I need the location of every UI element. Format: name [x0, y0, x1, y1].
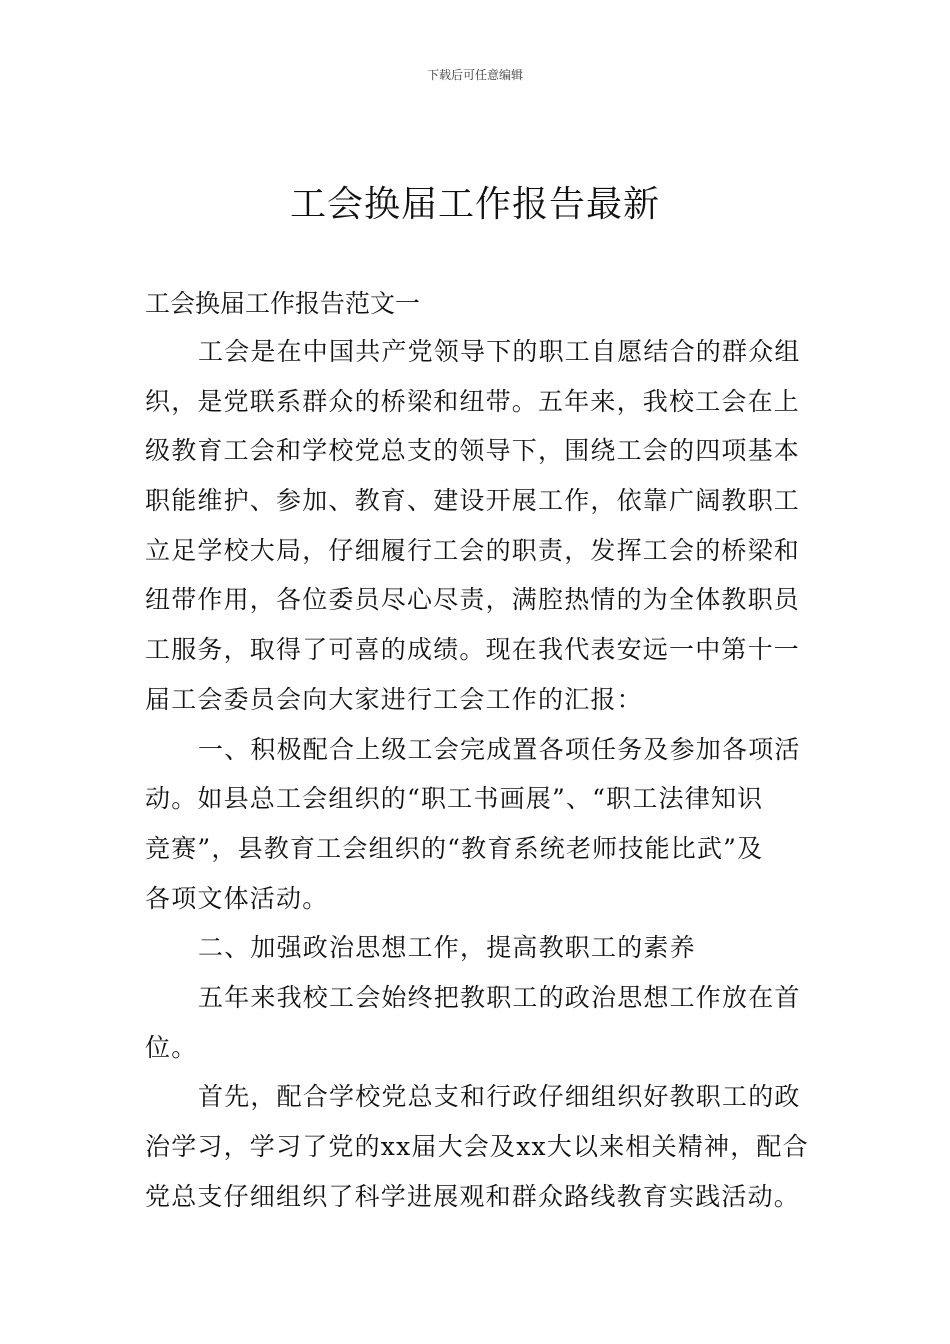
paragraph-line: 位。 [145, 1032, 198, 1062]
paragraph-line: 工会是在中国共产党领导下的职工自愿结合的群众组 [198, 337, 801, 366]
document-title: 工会换届工作报告最新 [289, 184, 660, 225]
paragraph-line: 竞赛”，县教育工会组织的“教育系统老师技能比武”及 [145, 833, 764, 863]
paragraph-line: 动。如县总工会组织的“职工书画展”、“职工法律知识 [145, 784, 764, 814]
section-heading: 工会换届工作报告范文一 [145, 289, 421, 318]
paragraph-line: 织，是党联系群众的桥梁和纽带。五年来，我校工会在上 [145, 386, 801, 416]
paragraph-line: 各项文体活动。 [145, 883, 329, 913]
page-header: 下载后可任意编辑 [426, 68, 523, 82]
paragraph-line: 届工会委员会向大家进行工会工作的汇报： [145, 684, 643, 714]
paragraph-line: 首先，配合学校党总支和行政仔细组织好教职工的政 [198, 1082, 801, 1112]
paragraph-line: 工服务，取得了可喜的成绩。现在我代表安远一中第十一 [145, 635, 801, 665]
paragraph-line: 立足学校大局，仔细履行工会的职责，发挥工会的桥梁和 [145, 535, 801, 565]
paragraph-line: 治学习，学习了党的xx届大会及xx大以来相关精神，配合 [145, 1132, 809, 1161]
paragraph-line: 级教育工会和学校党总支的领导下，围绕工会的四项基本 [145, 436, 801, 466]
section-subheading: 二、加强政治思想工作，提高教职工的素养 [198, 933, 696, 963]
paragraph-line: 职能维护、参加、教育、建设开展工作，依靠广阔教职工 [145, 486, 801, 516]
document-body [145, 327, 810, 1221]
paragraph-line: 一、积极配合上级工会完成置各项任务及参加各项活 [198, 734, 801, 764]
paragraph-line: 党总支仔细组织了科学进展观和群众路线教育实践活动。 [145, 1181, 801, 1211]
paragraph-line: 纽带作用，各位委员尽心尽责，满腔热情的为全体教职员 [145, 585, 801, 615]
paragraph-line: 五年来我校工会始终把教职工的政治思想工作放在首 [198, 982, 801, 1012]
